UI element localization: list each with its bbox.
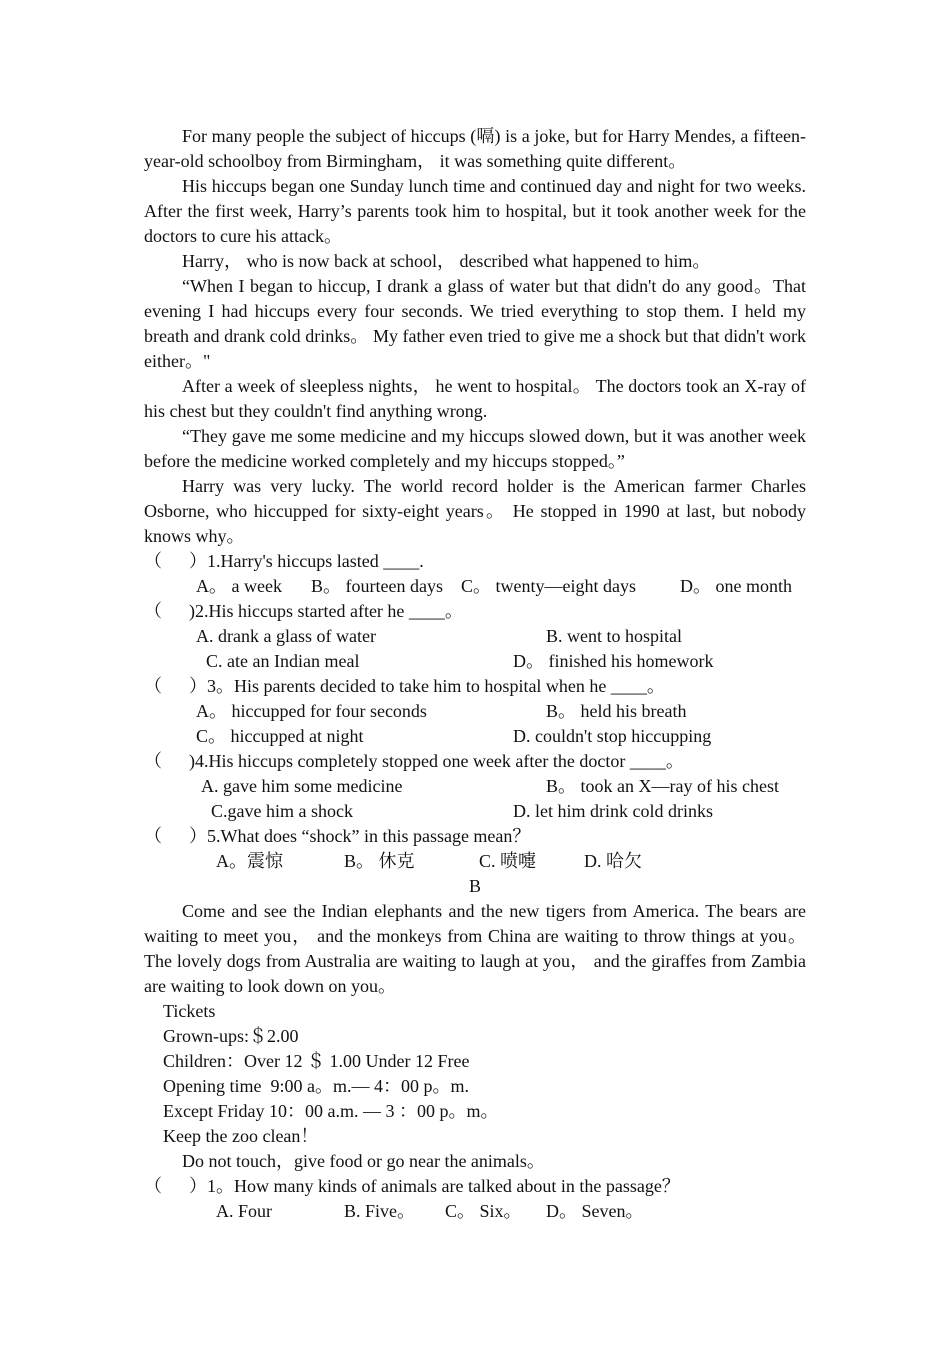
question-3-option-b[interactable]: B。 held his breath <box>546 701 687 721</box>
passage-b-intro: Come and see the Indian elephants and the new tigers from America. The bears are waiting to meet you， and the monkeys from China are waiting to throw things at you。 The lovely dogs from Australia are waiting to laugh at you， and the giraffes from Zambia are waiting to look down on you。 <box>144 901 806 996</box>
question-3-stem: （ ）3。His parents decided to take him to hospital when he ____。 <box>144 676 665 696</box>
passage-a-paragraph-1: For many people the subject of hiccups (嗝) is a joke, but for Harry Mendes, a fifteen-year-old schoolboy from Birmingham， it was something quite different。 <box>144 126 806 171</box>
passage-a-paragraph-3: Harry， who is now back at school， described what happened to him。 <box>182 251 711 271</box>
question-4-option-b[interactable]: B。 took an X—ray of his chest <box>546 776 779 796</box>
passage-b-heading: B <box>468 876 481 896</box>
question-3-option-d[interactable]: D. couldn't stop hiccupping <box>513 726 712 746</box>
question-1-option-c[interactable]: C。 twenty—eight days <box>461 576 636 596</box>
question-5-stem: （ ）5.What does “shock” in this passage mean？ <box>144 826 531 846</box>
question-4-option-d[interactable]: D. let him drink cold drinks <box>513 801 713 821</box>
question-2-options-row-2 <box>144 649 806 674</box>
question-2-option-a[interactable]: A. drank a glass of water <box>196 626 376 646</box>
question-1-options <box>144 574 806 599</box>
question-5-options <box>144 849 806 874</box>
question-1-option-a[interactable]: A。 a week <box>196 576 282 596</box>
question-2-options-row-1 <box>144 624 806 649</box>
notice-line-keep-clean: Keep the zoo clean！ <box>163 1126 319 1146</box>
question-1-option-d[interactable]: D。 one month <box>680 576 792 596</box>
question-4-options-row-1 <box>144 774 806 799</box>
passage-a-paragraph-7: Harry was very lucky. The world record holder is the American farmer Charles Osborne, who hiccupped for sixty-eight years。 He stopped in 1990 at last, but nobody knows why。 <box>144 476 806 546</box>
passage-a-paragraph-5: After a week of sleepless nights， he went to hospital。 The doctors took an X-ray of his chest but they couldn't find anything wrong. <box>144 376 806 421</box>
notice-line-tickets: Tickets <box>163 1001 216 1021</box>
notice-rule: Do not touch，give food or go near the animals。 <box>182 1151 545 1171</box>
passage-a-paragraph-4: “When I began to hiccup, I drank a glass of water but that didn't do any good。That evening I had hiccups every four seconds. We tried everything to stop them. I held my breath and drank cold drinks。 My father even tried to give me a shock but that didn't work either。" <box>144 276 806 371</box>
question-3-options-row-2 <box>144 724 806 749</box>
question-1-stem: （ ）1.Harry's hiccups lasted ____. <box>144 551 424 571</box>
notice-line-children: Children：Over 12 ＄ 1.00 Under 12 Free <box>163 1051 470 1071</box>
question-2-option-b[interactable]: B. went to hospital <box>546 626 682 646</box>
passage-b-question-1-option-a[interactable]: A. Four <box>216 1201 273 1221</box>
notice-line-grown-ups: Grown-ups:＄2.00 <box>163 1026 299 1046</box>
question-2-stem: （ )2.His hiccups started after he ____。 <box>144 601 463 621</box>
question-4-options-row-2 <box>144 799 806 824</box>
passage-b-question-1-option-c[interactable]: C。 Six。 <box>445 1201 522 1221</box>
question-5-option-d[interactable]: D. 哈欠 <box>584 851 642 871</box>
question-4-stem: （ )4.His hiccups completely stopped one week after the doctor ____。 <box>144 751 684 771</box>
question-5-option-c[interactable]: C. 喷嚏 <box>479 851 537 871</box>
passage-b-question-1-stem: （ ）1。How many kinds of animals are talked about in the passage？ <box>144 1176 680 1196</box>
notice-line-opening-time: Opening time 9:00 a。m.— 4：00 p。m. <box>163 1076 469 1096</box>
question-1-option-b[interactable]: B。 fourteen days <box>311 576 443 596</box>
question-5-option-a[interactable]: A。震惊 <box>216 851 283 871</box>
question-4-option-c[interactable]: C.gave him a shock <box>211 801 353 821</box>
notice-line-except-friday: Except Friday 10：00 a.m. — 3 ：00 p。m。 <box>163 1101 499 1121</box>
passage-b-question-1-option-b[interactable]: B. Five。 <box>344 1201 416 1221</box>
question-3-options-row-1 <box>144 699 806 724</box>
passage-a-paragraph-6: “They gave me some medicine and my hiccups slowed down, but it was another week before the medicine worked completely and my hiccups stopped。” <box>144 426 806 471</box>
question-4-option-a[interactable]: A. gave him some medicine <box>201 776 403 796</box>
question-2-option-c[interactable]: C. ate an Indian meal <box>206 651 360 671</box>
passage-b-question-1-options <box>144 1199 806 1224</box>
document-page <box>144 124 806 1224</box>
question-3-option-c[interactable]: C。 hiccupped at night <box>196 726 364 746</box>
question-5-option-b[interactable]: B。 休克 <box>344 851 415 871</box>
question-2-option-d[interactable]: D。 finished his homework <box>513 651 714 671</box>
passage-a-paragraph-2: His hiccups began one Sunday lunch time and continued day and night for two weeks. After the first week, Harry’s parents took him to hospital, but it took another week for the doctors to cure his attack。 <box>144 176 806 246</box>
passage-b-question-1-option-d[interactable]: D。 Seven。 <box>546 1201 644 1221</box>
question-3-option-a[interactable]: A。 hiccupped for four seconds <box>196 701 427 721</box>
